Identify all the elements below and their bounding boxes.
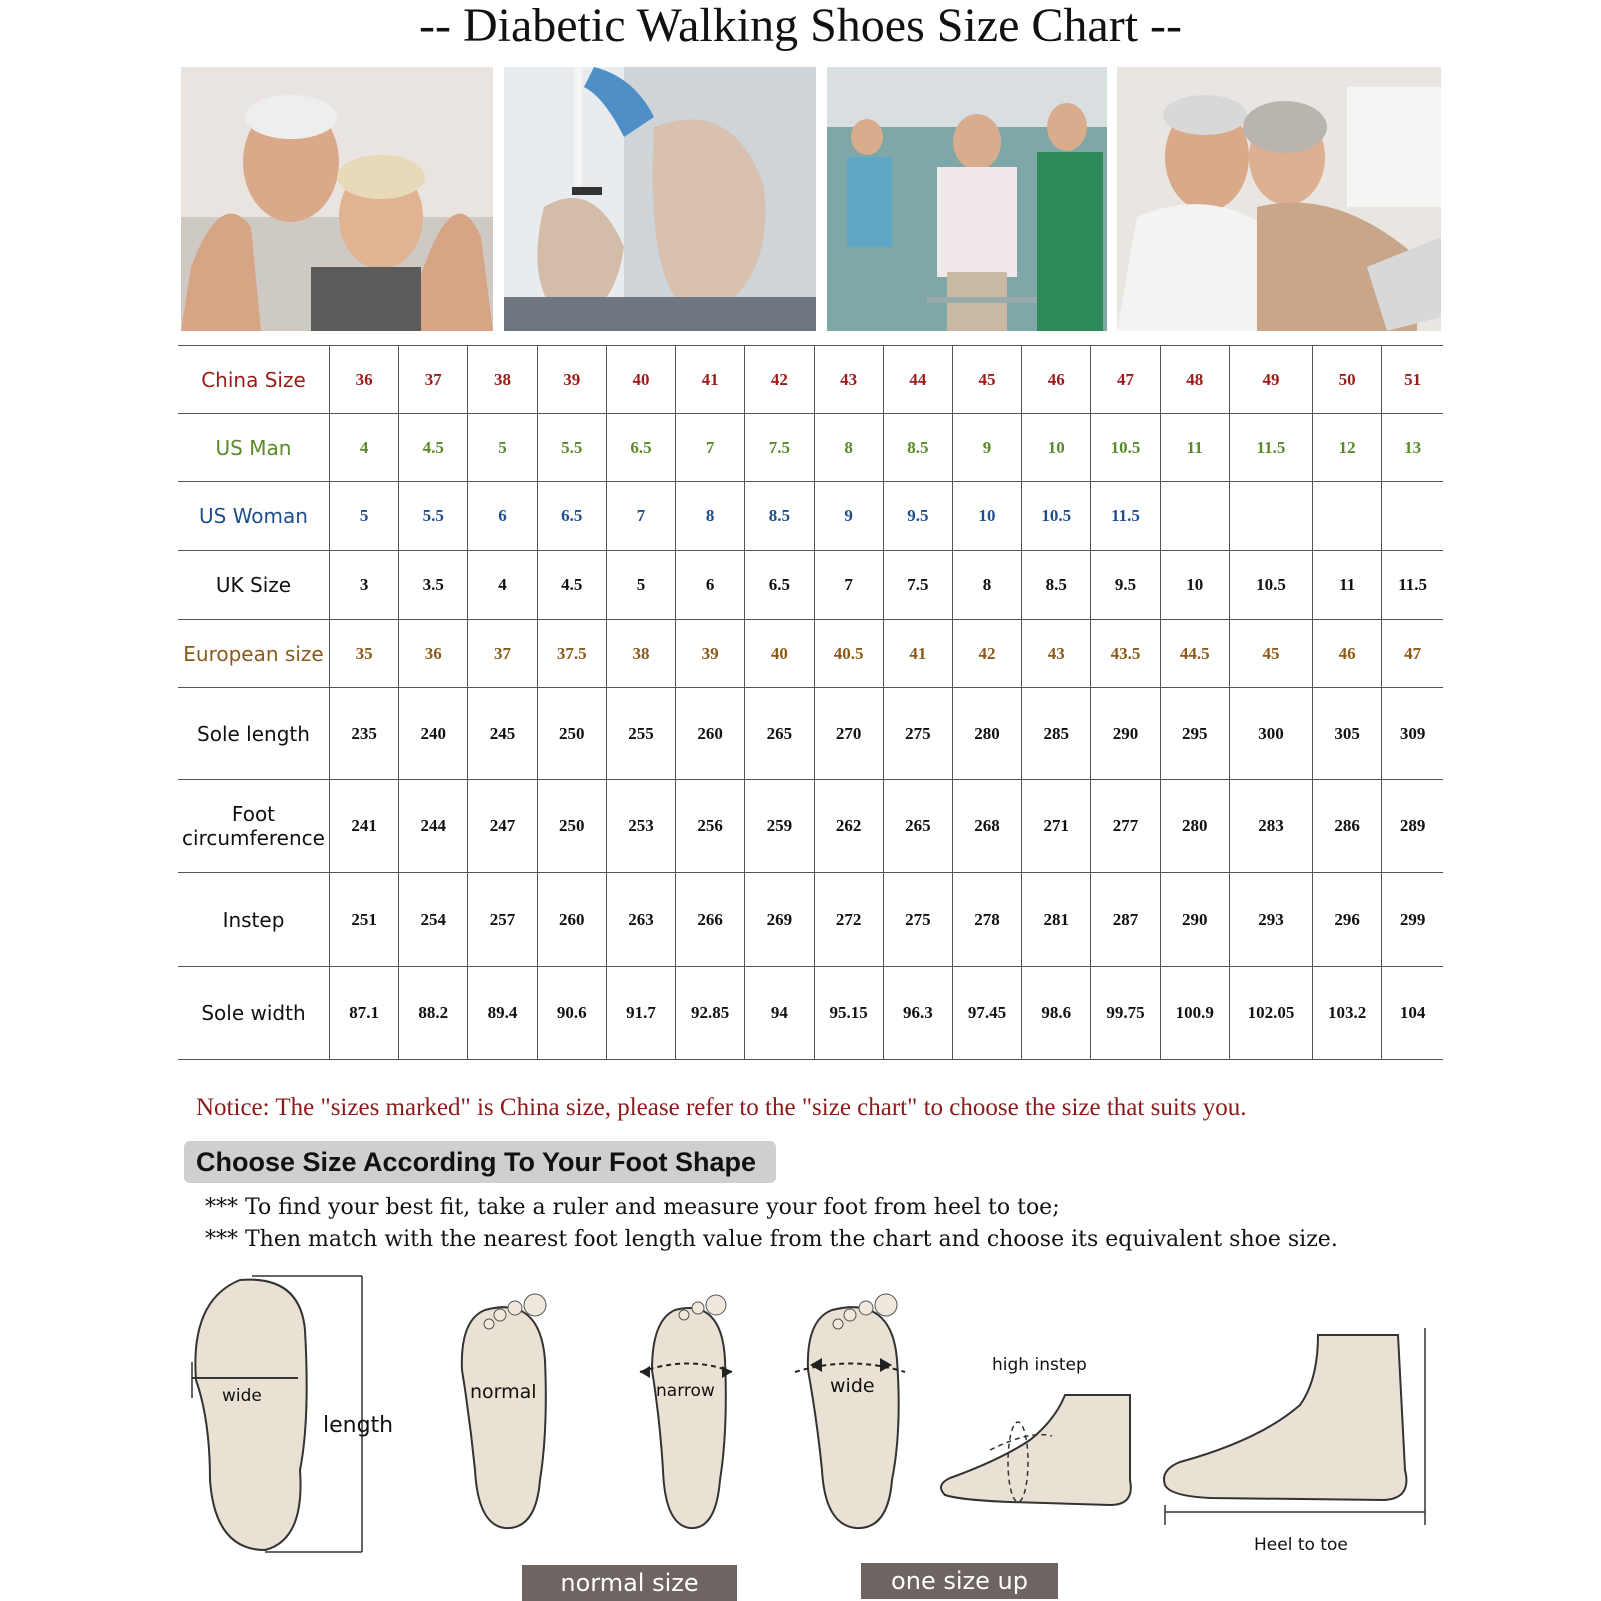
table-cell: 256 — [676, 780, 745, 873]
table-cell: 50 — [1313, 346, 1382, 414]
table-cell: 38 — [606, 620, 675, 688]
row-label: Foot circumference — [178, 780, 329, 873]
table-cell: 295 — [1160, 688, 1229, 780]
table-cell: 9.5 — [883, 482, 952, 551]
row-label: European size — [178, 620, 329, 688]
table-cell: 7 — [814, 551, 883, 620]
table-cell: 245 — [468, 688, 537, 780]
notice-text: Notice: The "sizes marked" is China size, please refer to the "size chart" to choose the size that suits you. — [196, 1094, 1247, 1121]
label-heel-to-toe: Heel to toe — [1254, 1535, 1348, 1555]
table-row — [178, 482, 1443, 551]
table-cell: 10.5 — [1022, 482, 1091, 551]
table-cell: 6 — [468, 482, 537, 551]
table-cell: 36 — [399, 620, 468, 688]
table-cell: 46 — [1022, 346, 1091, 414]
foot-shape-illustrations — [0, 1270, 1601, 1601]
table-cell: 8 — [952, 551, 1021, 620]
table-cell: 87.1 — [329, 967, 398, 1060]
table-cell: 5 — [329, 482, 398, 551]
table-cell: 285 — [1022, 688, 1091, 780]
table-cell: 259 — [745, 780, 814, 873]
table-cell: 271 — [1022, 780, 1091, 873]
row-label: US Man — [178, 414, 329, 482]
table-cell: 43 — [814, 346, 883, 414]
photo-couple-thumbs-up — [181, 67, 493, 331]
table-row — [178, 551, 1443, 620]
table-cell: 42 — [952, 620, 1021, 688]
table-cell — [1313, 482, 1382, 551]
table-cell — [1160, 482, 1229, 551]
table-cell: 7 — [606, 482, 675, 551]
table-cell: 6.5 — [745, 551, 814, 620]
table-cell: 44 — [883, 346, 952, 414]
table-row — [178, 967, 1443, 1060]
table-cell: 5.5 — [537, 414, 606, 482]
table-cell: 240 — [399, 688, 468, 780]
table-cell: 6 — [676, 551, 745, 620]
table-cell: 8 — [676, 482, 745, 551]
table-cell: 277 — [1091, 780, 1160, 873]
table-cell: 99.75 — [1091, 967, 1160, 1060]
badge-normal-size: normal size — [522, 1565, 737, 1601]
table-cell: 265 — [745, 688, 814, 780]
photo-strip — [181, 67, 1441, 331]
table-cell: 36 — [329, 346, 398, 414]
table-cell: 305 — [1313, 688, 1382, 780]
table-cell: 275 — [883, 873, 952, 967]
table-cell: 47 — [1091, 346, 1160, 414]
row-label: US Woman — [178, 482, 329, 551]
foot-narrow-illustration — [640, 1295, 732, 1528]
table-cell: 39 — [537, 346, 606, 414]
photo-foot-test — [504, 67, 816, 331]
table-cell: 13 — [1382, 414, 1443, 482]
table-cell: 9 — [814, 482, 883, 551]
table-cell: 7 — [676, 414, 745, 482]
table-cell: 260 — [676, 688, 745, 780]
table-cell: 44.5 — [1160, 620, 1229, 688]
table-cell: 244 — [399, 780, 468, 873]
table-cell: 10 — [1160, 551, 1229, 620]
table-cell: 40.5 — [814, 620, 883, 688]
table-cell: 265 — [883, 780, 952, 873]
table-cell: 41 — [883, 620, 952, 688]
badge-one-size-up: one size up — [861, 1563, 1058, 1599]
table-cell: 11.5 — [1229, 414, 1312, 482]
table-cell: 290 — [1091, 688, 1160, 780]
table-cell: 3 — [329, 551, 398, 620]
table-cell: 89.4 — [468, 967, 537, 1060]
table-cell: 250 — [537, 780, 606, 873]
table-cell: 91.7 — [606, 967, 675, 1060]
table-cell: 287 — [1091, 873, 1160, 967]
table-row — [178, 414, 1443, 482]
table-cell: 268 — [952, 780, 1021, 873]
row-label: Sole length — [178, 688, 329, 780]
table-cell: 46 — [1313, 620, 1382, 688]
table-cell: 4 — [329, 414, 398, 482]
table-row — [178, 688, 1443, 780]
table-cell: 309 — [1382, 688, 1443, 780]
table-cell: 9 — [952, 414, 1021, 482]
table-cell: 272 — [814, 873, 883, 967]
table-cell: 37.5 — [537, 620, 606, 688]
row-label: UK Size — [178, 551, 329, 620]
table-cell: 95.15 — [814, 967, 883, 1060]
table-cell: 39 — [676, 620, 745, 688]
table-row — [178, 780, 1443, 873]
foot-normal-illustration — [462, 1294, 546, 1528]
table-cell: 262 — [814, 780, 883, 873]
table-cell: 293 — [1229, 873, 1312, 967]
table-cell: 12 — [1313, 414, 1382, 482]
row-label: Instep — [178, 873, 329, 967]
table-cell: 96.3 — [883, 967, 952, 1060]
table-cell: 10 — [952, 482, 1021, 551]
table-cell: 8 — [814, 414, 883, 482]
table-cell: 250 — [537, 688, 606, 780]
photo-couple-laptop — [1117, 67, 1441, 331]
table-cell: 94 — [745, 967, 814, 1060]
table-cell: 253 — [606, 780, 675, 873]
table-cell: 254 — [399, 873, 468, 967]
table-cell: 11.5 — [1091, 482, 1160, 551]
table-cell: 4.5 — [399, 414, 468, 482]
table-cell: 6.5 — [537, 482, 606, 551]
section-title: Choose Size According To Your Foot Shape — [184, 1141, 776, 1183]
table-cell: 281 — [1022, 873, 1091, 967]
table-cell: 6.5 — [606, 414, 675, 482]
label-wide-measure: wide — [222, 1386, 262, 1406]
table-cell: 11 — [1313, 551, 1382, 620]
table-cell: 103.2 — [1313, 967, 1382, 1060]
table-row — [178, 346, 1443, 414]
table-cell: 266 — [676, 873, 745, 967]
table-cell: 48 — [1160, 346, 1229, 414]
table-cell: 283 — [1229, 780, 1312, 873]
table-cell: 88.2 — [399, 967, 468, 1060]
tip-line-2: *** Then match with the nearest foot length value from the chart and choose its equivalent shoe size. — [205, 1227, 1338, 1252]
table-cell: 257 — [468, 873, 537, 967]
foot-side-view-illustration — [1164, 1328, 1425, 1555]
page-title: -- Diabetic Walking Shoes Size Chart -- — [418, 0, 1183, 52]
tip-line-1: *** To find your best fit, take a ruler and measure your foot from heel to toe; — [205, 1195, 1060, 1220]
table-cell: 3.5 — [399, 551, 468, 620]
table-cell: 299 — [1382, 873, 1443, 967]
label-length: length — [323, 1413, 394, 1438]
table-cell: 45 — [1229, 620, 1312, 688]
table-cell: 7.5 — [745, 414, 814, 482]
table-cell: 241 — [329, 780, 398, 873]
table-cell: 8.5 — [1022, 551, 1091, 620]
table-cell: 300 — [1229, 688, 1312, 780]
table-cell: 255 — [606, 688, 675, 780]
label-high-instep: high instep — [992, 1355, 1087, 1375]
table-cell: 286 — [1313, 780, 1382, 873]
table-cell: 247 — [468, 780, 537, 873]
table-cell: 5 — [468, 414, 537, 482]
table-cell: 280 — [1160, 780, 1229, 873]
table-row — [178, 873, 1443, 967]
label-narrow: narrow — [656, 1381, 715, 1401]
table-cell: 8.5 — [745, 482, 814, 551]
table-cell: 275 — [883, 688, 952, 780]
table-cell: 45 — [952, 346, 1021, 414]
label-wide: wide — [830, 1375, 875, 1397]
table-cell: 43 — [1022, 620, 1091, 688]
table-cell: 41 — [676, 346, 745, 414]
table-cell: 47 — [1382, 620, 1443, 688]
table-cell: 37 — [399, 346, 468, 414]
table-cell: 92.85 — [676, 967, 745, 1060]
table-cell: 43.5 — [1091, 620, 1160, 688]
table-cell: 278 — [952, 873, 1021, 967]
table-cell: 40 — [745, 620, 814, 688]
table-cell: 51 — [1382, 346, 1443, 414]
table-cell: 270 — [814, 688, 883, 780]
foot-high-instep-illustration — [941, 1355, 1131, 1505]
table-cell: 42 — [745, 346, 814, 414]
table-cell: 260 — [537, 873, 606, 967]
table-cell: 37 — [468, 620, 537, 688]
table-cell: 10.5 — [1091, 414, 1160, 482]
table-cell: 296 — [1313, 873, 1382, 967]
table-cell: 102.05 — [1229, 967, 1312, 1060]
size-chart-table — [178, 345, 1443, 1060]
table-cell: 49 — [1229, 346, 1312, 414]
table-cell — [1382, 482, 1443, 551]
table-cell: 104 — [1382, 967, 1443, 1060]
table-cell: 35 — [329, 620, 398, 688]
table-cell: 98.6 — [1022, 967, 1091, 1060]
table-cell: 8.5 — [883, 414, 952, 482]
foot-wide-illustration — [795, 1294, 905, 1528]
row-label: China Size — [178, 346, 329, 414]
table-cell: 97.45 — [952, 967, 1021, 1060]
table-cell: 11.5 — [1382, 551, 1443, 620]
table-cell: 5 — [606, 551, 675, 620]
table-cell: 11 — [1160, 414, 1229, 482]
table-cell: 290 — [1160, 873, 1229, 967]
table-row — [178, 620, 1443, 688]
table-cell: 10 — [1022, 414, 1091, 482]
row-label: Sole width — [178, 967, 329, 1060]
table-cell: 235 — [329, 688, 398, 780]
table-cell: 100.9 — [1160, 967, 1229, 1060]
table-cell: 251 — [329, 873, 398, 967]
foot-measure-illustration — [192, 1276, 393, 1552]
table-cell: 4.5 — [537, 551, 606, 620]
table-cell: 38 — [468, 346, 537, 414]
table-cell — [1229, 482, 1312, 551]
table-cell: 289 — [1382, 780, 1443, 873]
table-cell: 7.5 — [883, 551, 952, 620]
table-cell: 280 — [952, 688, 1021, 780]
table-cell: 9.5 — [1091, 551, 1160, 620]
table-cell: 4 — [468, 551, 537, 620]
table-cell: 263 — [606, 873, 675, 967]
table-cell: 5.5 — [399, 482, 468, 551]
table-cell: 90.6 — [537, 967, 606, 1060]
photo-nurse-with-walker — [827, 67, 1107, 331]
table-cell: 10.5 — [1229, 551, 1312, 620]
table-cell: 269 — [745, 873, 814, 967]
table-cell: 40 — [606, 346, 675, 414]
label-normal: normal — [470, 1381, 537, 1403]
